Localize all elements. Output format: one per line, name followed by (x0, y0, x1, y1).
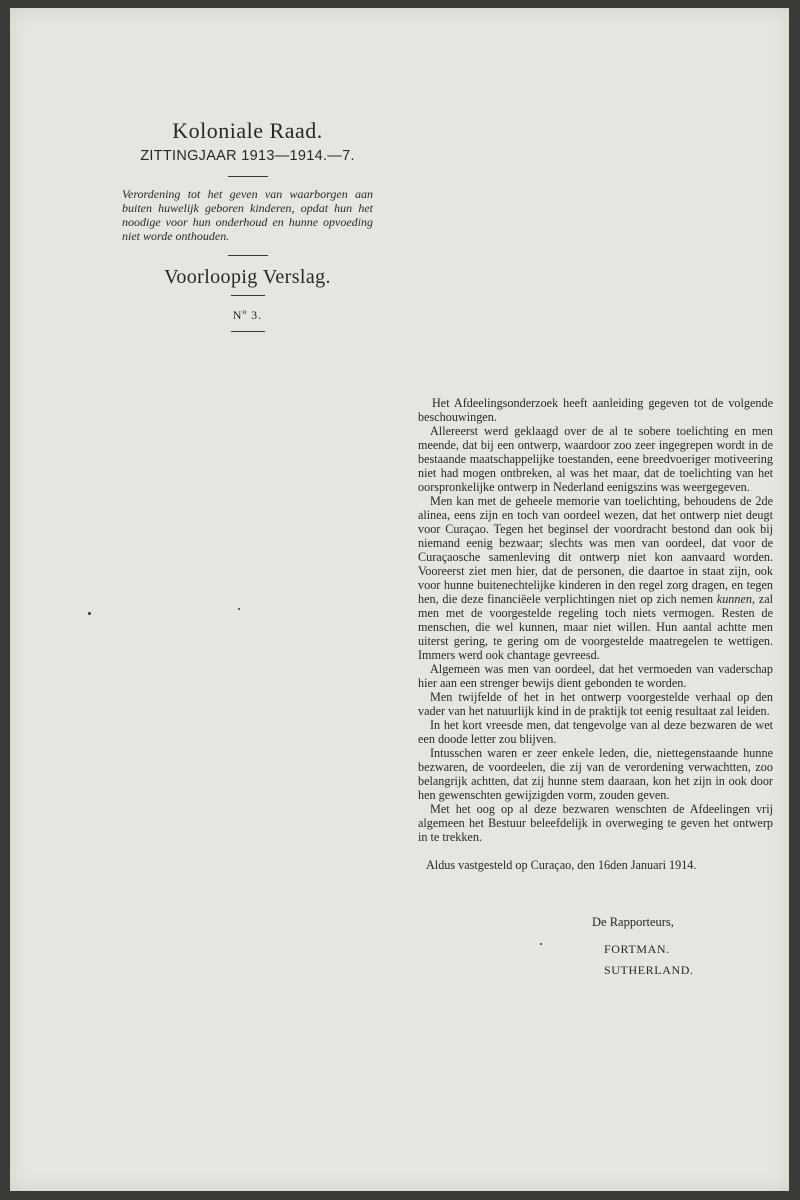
divider (231, 295, 265, 296)
ordinance-subject: Verordening tot het geven van waarborgen aan buiten huwelijk geboren kinderen, opdat hun het noodige voor hun onderhoud en hunne opvoeding niet worde onthouden. (122, 187, 373, 243)
dated-line: Aldus vastgesteld op Curaçao, den 16den Januari 1914. (426, 858, 697, 872)
rapporteurs-label: De Rapporteurs, (592, 915, 674, 929)
paper-speck (540, 943, 542, 945)
council-title: Koloniale Raad. (172, 118, 323, 143)
paragraph-text: Men kan met de geheele memorie van toelichting, behoudens de 2de alinea, eens zijn en toch van oordeel wezen, dat het ontwerp niet deugt voor Curaçao. Tegen het beginsel der voordracht bestond dan ook bij niemand eenig bezwaar; slechts was men van oordeel, dat voor de Curaçaosche samenleving dit ontwerp niet kon aanvaard worden. Vooreerst ziet men hier, dat de personen, die daartoe in staat zijn, ook voor hunne buitenechtelijke kinderen in den regel zorg dragen, en tegen hen, die deze financiëele verplichtingen niet op zich nemen (418, 494, 773, 606)
paragraph: Intusschen waren er zeer enkele leden, die, niettegenstaande hunne bezwaren, de voordeelen, die zij van de verordening verwachtten, zoo belangrijk achtten, dat zij hunne stem daaraan, kon het zijn in ook door hen gewenschten gewijzigden vorm, zouden geven. (418, 746, 773, 802)
report-number: Nº 3. (232, 308, 263, 322)
divider (231, 331, 265, 332)
report-title: Voorloopig Verslag. (164, 266, 331, 288)
paper-speck (88, 612, 91, 615)
paragraph: In het kort vreesde men, dat tengevolge van al deze bezwaren de wet een doode letter zou blijven. (418, 718, 773, 746)
session-year: ZITTINGJAAR 1913—1914.—7. (140, 148, 355, 164)
paper-speck (238, 608, 240, 610)
paragraph: Men twijfelde of het in het ontwerp voorgestelde verhaal op den vader van het natuurlijk kind in de praktijk tot eenig resultaat zal leiden. (418, 690, 773, 718)
report-body (418, 396, 773, 872)
paragraph: Algemeen was men van oordeel, dat het vermoeden van vaderschap hier aan een strenger bewijs dient gebonden te worden. (418, 662, 773, 690)
paragraph: Het Afdeelingsonderzoek heeft aanleiding gegeven tot de volgende beschouwingen. (418, 396, 773, 424)
paragraph-text: , zal men met de voorgestelde regeling toch niets vermogen. Resten de menschen, die wel kunnen, maar niet willen. Hun aantal achtte men uiterst gering, te gering om de voorgestelde maatregelen te wettigen. Immers werd ook chantage gevreesd. (418, 592, 773, 662)
divider (228, 176, 268, 177)
divider (228, 255, 268, 256)
document-header (120, 118, 375, 332)
paragraph: Met het oog op al deze bezwaren wenschten de Afdeelingen vrij algemeen het Bestuur beleefdelijk in overweging te geven het ontwerp in te trekken. (418, 802, 773, 844)
paragraph: Allereerst werd geklaagd over de al te sobere toelichting en men meende, dat bij een ontwerp, waardoor zoo zeer ingegrepen wordt in de bestaande maatschappelijke toestanden, eene breedvoeriger motiveering niet had mogen ontbreken, al was het maar, dat de toelichting van het oorspronkelijke ontwerp in Nederland eenigszins was weergegeven. (418, 424, 773, 494)
document-page (10, 8, 789, 1191)
emphasis-text: kunnen (716, 592, 752, 606)
signer-name: FORTMAN. (604, 942, 670, 956)
signer-name: SUTHERLAND. (604, 963, 694, 977)
paragraph (418, 494, 773, 662)
